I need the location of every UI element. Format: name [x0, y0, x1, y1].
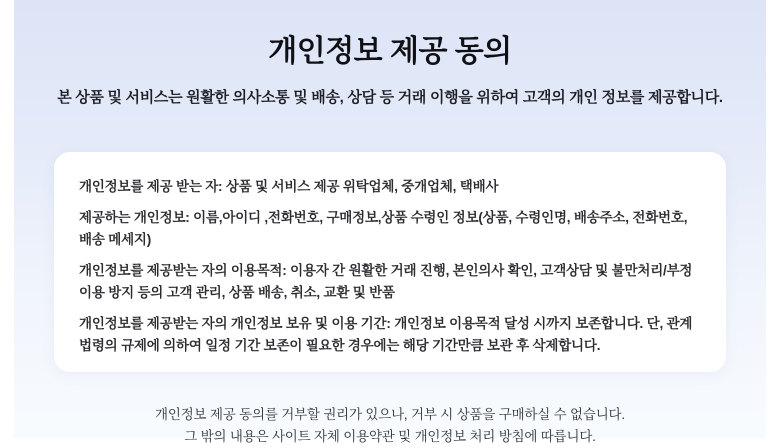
consent-recipient-text: 개인정보를 제공 받는 자: 상품 및 서비스 제공 위탁업체, 중개업체, 택배사: [79, 176, 701, 198]
footer-policy-line: 그 밖의 내용은 사이트 자체 이용약관 및 개인정보 처리 방침에 따릅니다.: [14, 426, 766, 448]
consent-panel: [14, 0, 766, 438]
footer-refusal-line: 개인정보 제공 동의를 거부할 권리가 있으나, 거부 시 상품을 구매하실 수 없습니다.: [14, 404, 766, 426]
consent-purpose-text: 개인정보를 제공받는 자의 이용목적: 이용자 간 원활한 거래 진행, 본인의사 확인, 고객상담 및 불만처리/부정이용 방지 등의 고객 관리, 상품 배송, 취소, 교환 및 반품: [79, 260, 701, 304]
page-title: 개인정보 제공 동의: [14, 0, 766, 71]
consent-provided-info-text: 제공하는 개인정보: 이름,아이디 ,전화번호, 구매정보,상품 수령인 정보(상품, 수령인명, 배송주소, 전화번호, 배송 메세지): [79, 207, 701, 251]
consent-card: [54, 152, 726, 372]
page-subtitle: 본 상품 및 서비스는 원활한 의사소통 및 배송, 상담 등 거래 이행을 위하여 고객의 개인 정보를 제공합니다.: [14, 88, 766, 108]
footer-notice: [14, 404, 766, 448]
consent-retention-text: 개인정보를 제공받는 자의 개인정보 보유 및 이용 기간: 개인정보 이용목적 달성 시까지 보존합니다. 단, 관계 법령의 규제에 의하여 일정 기간 보존이 필요한 경우에는 해당 기간만큼 보관 후 삭제합니다.: [79, 313, 701, 357]
